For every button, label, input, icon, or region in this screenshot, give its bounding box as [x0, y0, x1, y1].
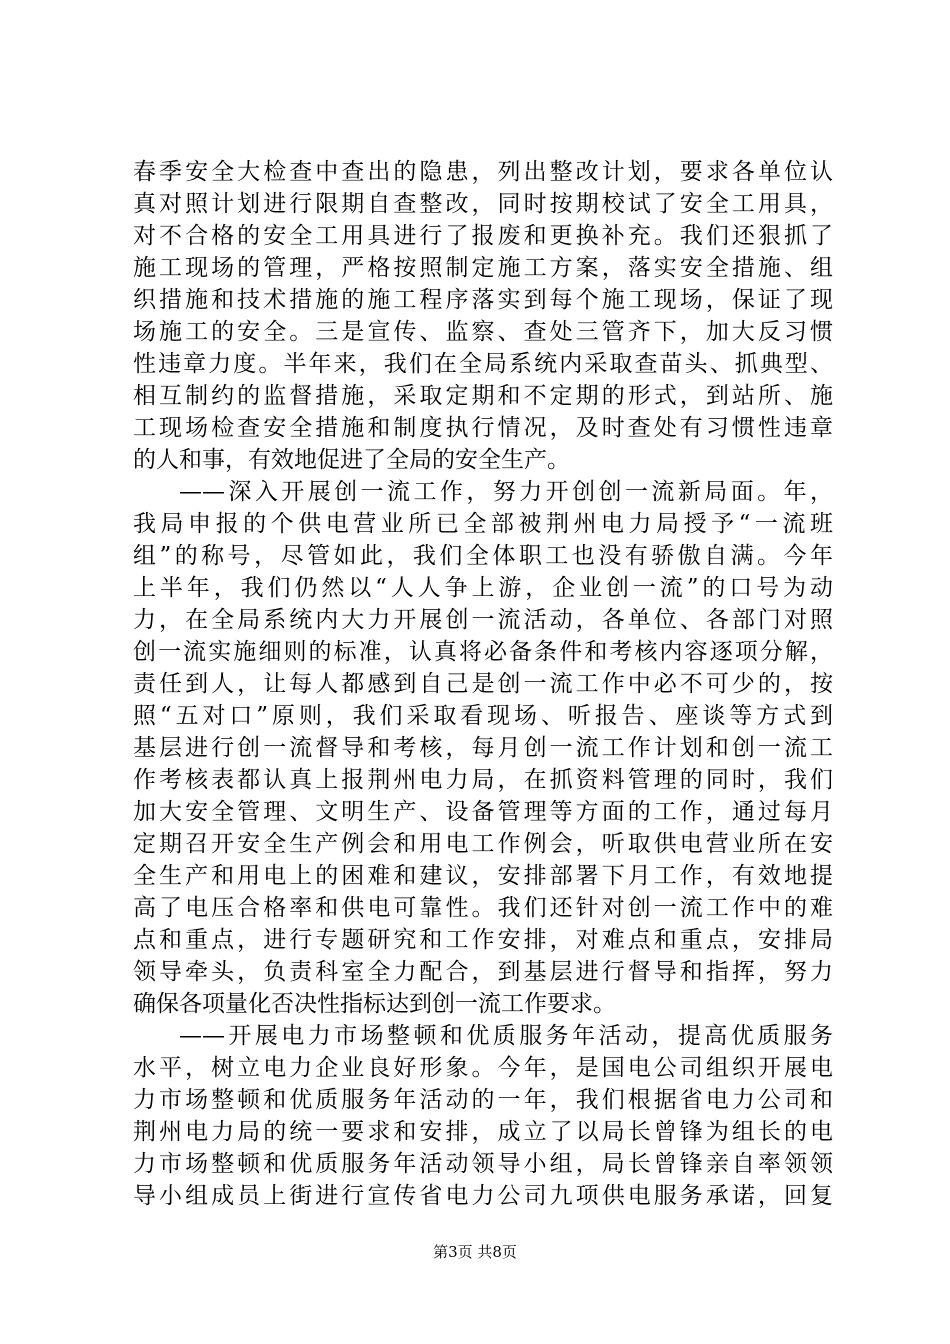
text-line: 领导牵头，负责科室全力配合，到基层进行督导和指挥，努力: [133, 959, 833, 985]
text-line: 照“五对口”原则，我们采取看现场、听报告、座谈等方式到: [133, 703, 833, 729]
text-line: 的人和事，有效地促进了全局的安全生产。: [133, 447, 570, 473]
text-line: 工现场检查安全措施和制度执行情况，及时查处有习惯性违章: [133, 415, 833, 441]
text-line: 基层进行创一流督导和考核，每月创一流工作计划和创一流工: [133, 735, 833, 761]
page-footer: 第3页 共8页: [433, 1243, 517, 1261]
text-line: 加大安全管理、文明生产、设备管理等方面的工作，通过每月: [133, 799, 833, 825]
text-line: 真对照计划进行限期自查整改，同时按期校试了安全工用具，: [133, 191, 833, 217]
text-line: 上半年，我们仍然以“人人争上游，企业创一流”的口号为动: [133, 575, 833, 601]
text-line: 高了电压合格率和供电可靠性。我们还针对创一流工作中的难: [133, 895, 833, 921]
text-line: 织措施和技术措施的施工程序落实到每个施工现场，保证了现: [133, 287, 833, 313]
text-line: 导小组成员上街进行宣传省电力公司九项供电服务承诺，回复: [133, 1183, 833, 1209]
text-line: 组”的称号，尽管如此，我们全体职工也没有骄傲自满。今年: [133, 543, 833, 569]
text-line: 全生产和用电上的困难和建议，安排部署下月工作，有效地提: [133, 863, 833, 889]
text-line: 力市场整顿和优质服务年活动领导小组，局长曾锋亲自率领领: [133, 1151, 833, 1177]
text-line: 场施工的安全。三是宣传、监察、查处三管齐下，加大反习惯: [133, 319, 833, 345]
text-line: 性违章力度。半年来，我们在全局系统内采取查苗头、抓典型、: [133, 351, 833, 377]
text-line: 相互制约的监督措施，采取定期和不定期的形式，到站所、施: [133, 383, 833, 409]
text-line: 施工现场的管理，严格按照制定施工方案，落实安全措施、组: [133, 255, 833, 281]
text-line: 我局申报的个供电营业所已全部被荆州电力局授予“一流班: [133, 511, 833, 537]
text-line: 定期召开安全生产例会和用电工作例会，听取供电营业所在安: [133, 831, 833, 857]
body-text: [133, 156, 833, 1212]
text-line: 对不合格的安全工用具进行了报废和更换补充。我们还狠抓了: [133, 223, 833, 249]
text-line: 确保各项量化否决性指标达到创一流工作要求。: [133, 991, 616, 1017]
text-line: ——深入开展创一流工作，努力开创创一流新局面。年，: [179, 479, 833, 505]
text-line: 力，在全局系统内大力开展创一流活动，各单位、各部门对照: [133, 607, 833, 633]
text-line: 责任到人，让每人都感到自己是创一流工作中必不可少的，按: [133, 671, 833, 697]
text-line: 水平，树立电力企业良好形象。今年，是国电公司组织开展电: [133, 1055, 833, 1081]
text-line: 春季安全大检查中查出的隐患，列出整改计划，要求各单位认: [133, 159, 833, 185]
text-line: 荆州电力局的统一要求和安排，成立了以局长曾锋为组长的电: [133, 1119, 833, 1145]
text-line: 点和重点，进行专题研究和工作安排，对难点和重点，安排局: [133, 927, 833, 953]
text-line: 作考核表都认真上报荆州电力局，在抓资料管理的同时，我们: [133, 767, 833, 793]
text-line: ——开展电力市场整顿和优质服务年活动，提高优质服务: [179, 1023, 833, 1049]
text-line: 力市场整顿和优质服务年活动的一年，我们根据省电力公司和: [133, 1087, 833, 1113]
text-line: 创一流实施细则的标准，认真将必备条件和考核内容逐项分解，: [133, 639, 833, 665]
